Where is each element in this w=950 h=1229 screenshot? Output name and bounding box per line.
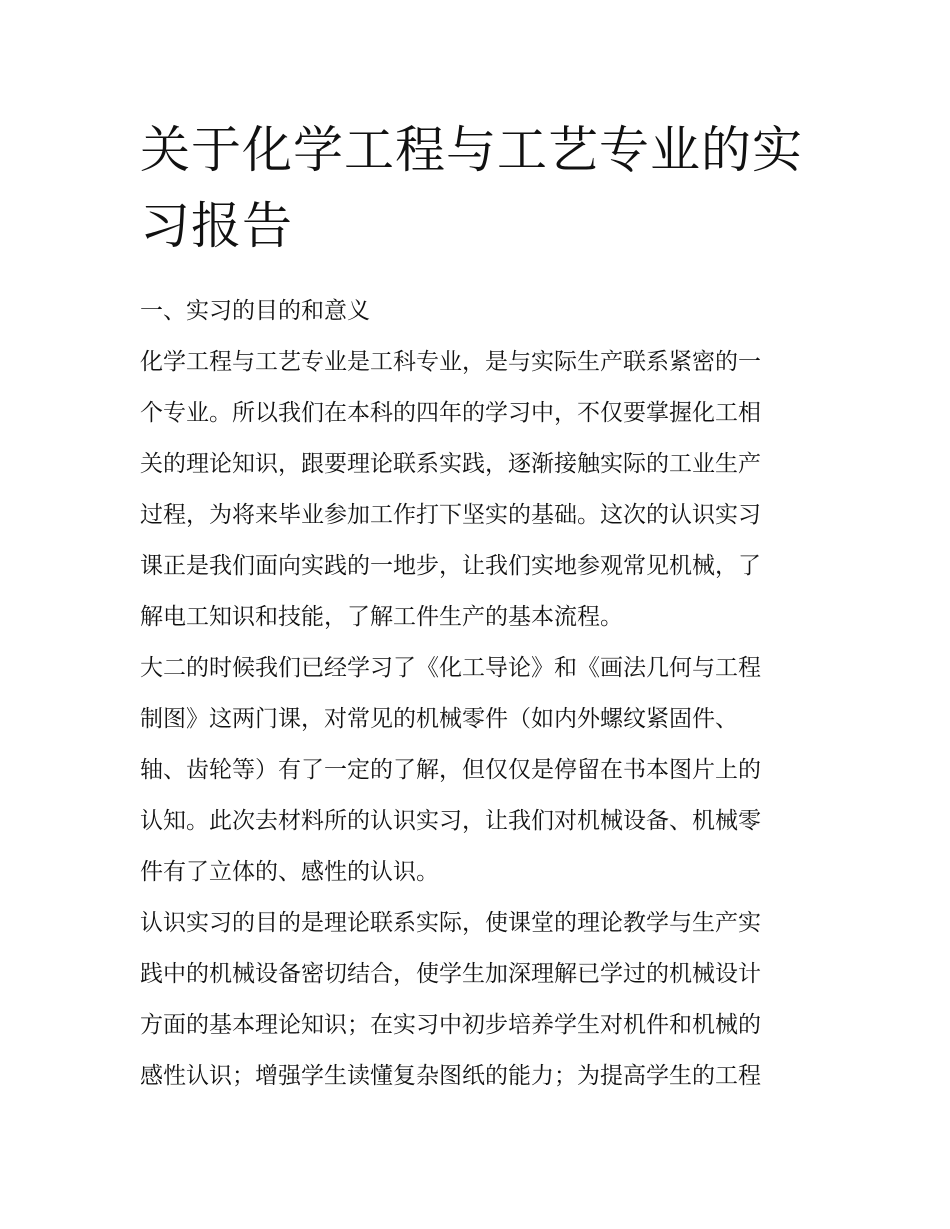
paragraph-line: 个专业。所以我们在本科的四年的学习中，不仅要掌握化工相 [140,400,761,426]
paragraph-line: 制图》这两门课，对常见的机械零件（如内外螺纹紧固件、 [140,706,738,732]
paragraph-line: 课正是我们面向实践的一地步，让我们实地参观常见机械，了 [140,553,761,579]
paragraph-3 [140,898,812,1102]
document-title [140,112,812,264]
paragraph-line: 过程，为将来毕业参加工作打下坚实的基础。这次的认识实习 [140,502,761,528]
paragraph-line: 关的理论知识，跟要理论联系实践，逐渐接触实际的工业生产 [140,451,761,477]
paragraph-line: 感性认识；增强学生读懂复杂图纸的能力；为提高学生的工程 [140,1063,761,1089]
paragraph-line: 践中的机械设备密切结合，使学生加深理解已学过的机械设计 [140,961,761,987]
section-heading: 一、实习的目的和意义 [140,298,370,324]
paragraph-line: 化学工程与工艺专业是工科专业，是与实际生产联系紧密的一 [140,349,761,375]
title-line: 习报告 [140,197,293,255]
paragraph-line: 件有了立体的、感性的认识。 [140,859,439,885]
paragraph-line: 方面的基本理论知识；在实习中初步培养学生对机件和机械的 [140,1012,761,1038]
paragraph-line: 认知。此次去材料所的认识实习，让我们对机械设备、机械零 [140,808,761,834]
paragraph-line: 大二的时候我们已经学习了《化工导论》和《画法几何与工程 [140,655,761,681]
paragraph-line: 解电工知识和技能，了解工件生产的基本流程。 [140,604,623,630]
paragraph-line: 轴、齿轮等）有了一定的了解，但仅仅是停留在书本图片上的 [140,757,761,783]
paragraph-2 [140,643,812,898]
document-body [140,112,812,1102]
title-line: 关于化学工程与工艺专业的实 [140,121,803,179]
paragraph-1 [140,337,812,643]
paragraph-line: 认识实习的目的是理论联系实际，使课堂的理论教学与生产实 [140,910,761,936]
